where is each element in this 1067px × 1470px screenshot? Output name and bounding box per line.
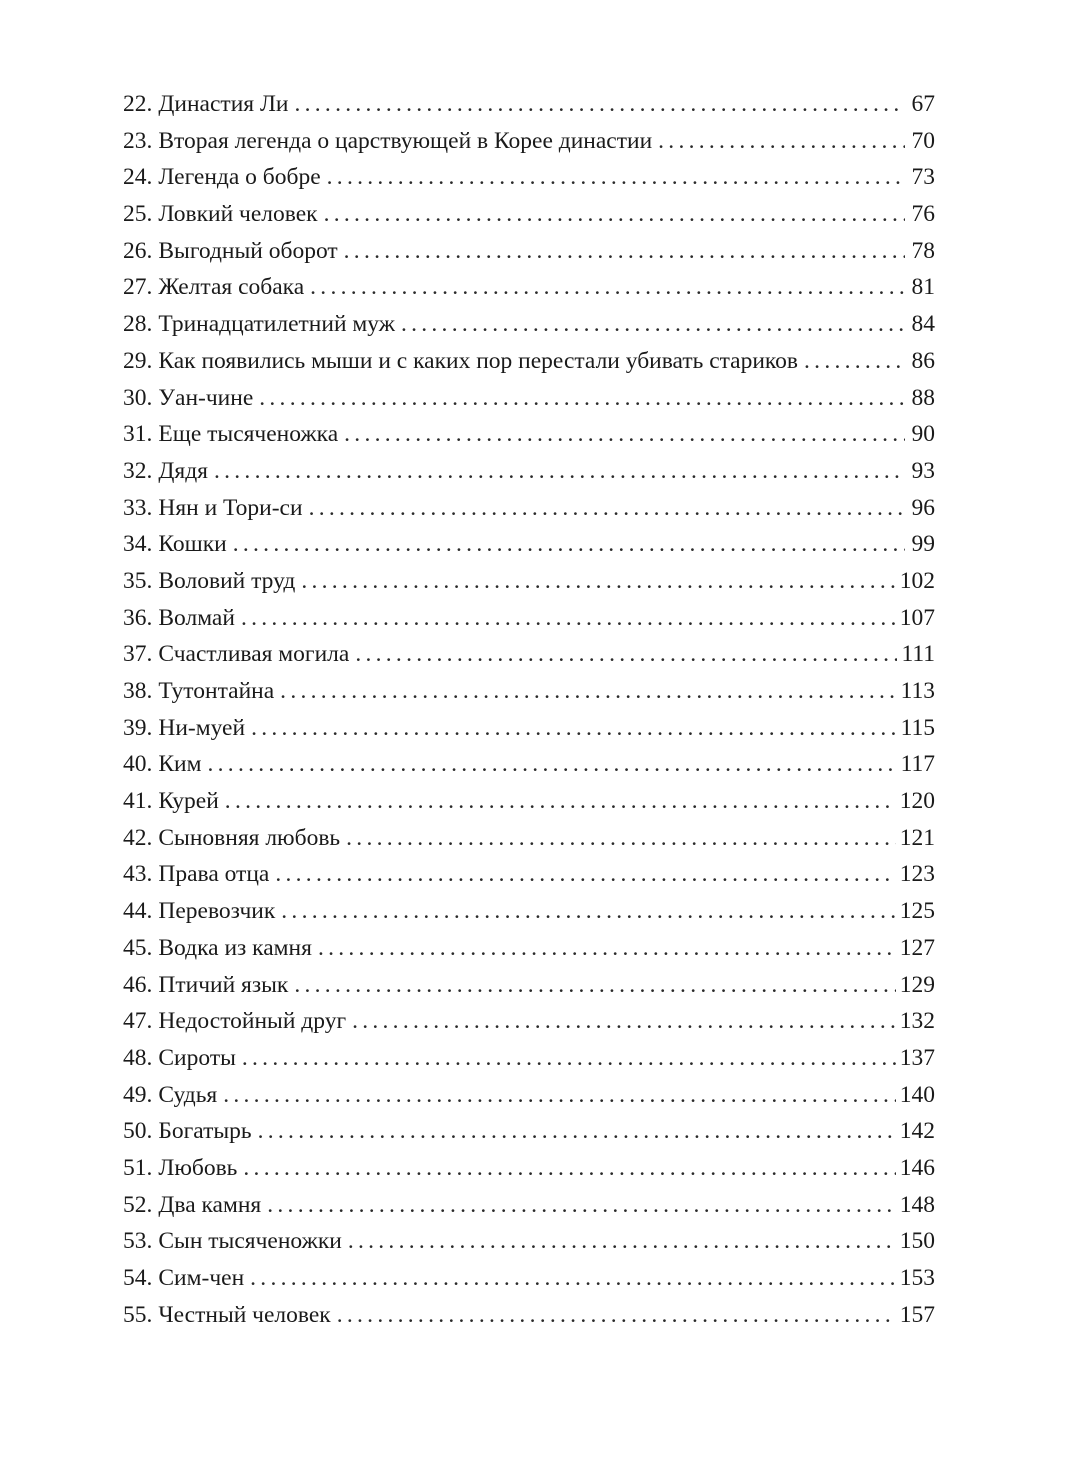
toc-entry[interactable] <box>123 526 935 563</box>
toc-entry-page-number: 146 <box>899 1154 935 1181</box>
toc-entry-number: 53. <box>123 1228 153 1255</box>
toc-entry-page-number: 129 <box>899 971 935 998</box>
toc-entry-page-number: 99 <box>911 531 935 558</box>
toc-dot-leader <box>348 1223 896 1260</box>
toc-entry-page-number: 140 <box>899 1081 935 1108</box>
toc-entry[interactable] <box>123 159 935 196</box>
toc-dot-leader <box>214 453 905 490</box>
toc-dot-leader <box>233 526 905 563</box>
toc-entry-number: 46. <box>123 971 153 998</box>
toc-entry[interactable] <box>123 380 935 417</box>
toc-entry-number: 49. <box>123 1081 153 1108</box>
toc-entry[interactable] <box>123 453 935 490</box>
toc-dot-leader <box>352 1003 896 1040</box>
toc-dot-leader <box>242 1040 896 1077</box>
toc-entry-title: Счастливая могила <box>158 641 350 668</box>
toc-dot-leader <box>344 233 905 270</box>
toc-entry-number: 38. <box>123 678 153 704</box>
toc-dot-leader <box>401 306 905 343</box>
toc-entry-page-number: 93 <box>911 457 935 484</box>
toc-entry[interactable] <box>123 893 935 930</box>
toc-entry[interactable] <box>123 1040 935 1077</box>
toc-entry-title: Богатырь <box>158 1118 252 1145</box>
toc-entry-page-number: 73 <box>911 164 935 191</box>
toc-entry[interactable] <box>123 600 935 637</box>
toc-entry-number: 35. <box>123 567 153 594</box>
toc-entry-number: 24. <box>123 164 153 191</box>
toc-entry-title: Недостойный друг <box>158 1008 347 1035</box>
toc-entry[interactable] <box>123 1260 935 1297</box>
toc-entry-page-number: 157 <box>899 1301 935 1328</box>
toc-entry-number: 32. <box>123 457 153 484</box>
toc-entry-title: Уан-чине <box>158 384 254 411</box>
toc-entry-page-number: 113 <box>900 678 935 704</box>
toc-entry-page-number: 137 <box>899 1044 935 1071</box>
toc-entry-page-number: 76 <box>911 201 935 228</box>
toc-entry[interactable] <box>123 490 935 527</box>
toc-entry-number: 50. <box>123 1118 153 1145</box>
toc-entry-number: 28. <box>123 311 153 338</box>
toc-entry[interactable] <box>123 563 935 600</box>
toc-entry[interactable] <box>123 856 935 893</box>
toc-dot-leader <box>294 86 905 123</box>
toc-dot-leader <box>327 159 905 196</box>
toc-dot-leader <box>280 673 896 710</box>
toc-entry-title: Нян и Тори-си <box>158 494 303 521</box>
toc-entry-number: 52. <box>123 1191 153 1218</box>
toc-entry-title: Династия Ли <box>158 91 289 117</box>
toc-entry-page-number: 84 <box>911 311 935 338</box>
toc-entry[interactable] <box>123 967 935 1004</box>
toc-entry-number: 55. <box>123 1301 153 1328</box>
toc-dot-leader <box>251 710 897 747</box>
toc-entry-title: Воловий труд <box>158 567 296 594</box>
toc-entry-number: 51. <box>123 1154 153 1181</box>
toc-entry[interactable] <box>123 269 935 306</box>
toc-dot-leader <box>294 967 895 1004</box>
toc-entry-page-number: 86 <box>911 347 935 374</box>
toc-dot-leader <box>301 563 895 600</box>
toc-entry-page-number: 90 <box>911 421 935 448</box>
toc-entry-title: Ни-муей <box>158 714 246 741</box>
toc-entry[interactable] <box>123 1150 935 1187</box>
toc-entry[interactable] <box>123 1077 935 1114</box>
toc-entry-title: Как появились мыши и с каких пор перестали убивать стариков <box>158 347 799 374</box>
toc-dot-leader <box>223 1077 896 1114</box>
toc-entry[interactable] <box>123 820 935 857</box>
toc-entry-page-number: 81 <box>911 274 935 301</box>
toc-entry[interactable] <box>123 233 935 270</box>
toc-entry-title: Ким <box>158 751 202 778</box>
toc-entry[interactable] <box>123 1113 935 1150</box>
toc-entry[interactable] <box>123 86 935 123</box>
toc-entry-number: 27. <box>123 274 153 301</box>
toc-entry-number: 54. <box>123 1265 153 1291</box>
toc-entry-number: 29. <box>123 347 153 374</box>
toc-dot-leader <box>309 490 905 527</box>
toc-entry-title: Честный человек <box>158 1301 331 1328</box>
toc-entry[interactable] <box>123 710 935 747</box>
toc-dot-leader <box>318 930 896 967</box>
toc-entry-title: Желтая собака <box>158 274 305 301</box>
toc-entry[interactable] <box>123 930 935 967</box>
toc-entry-title: Вторая легенда о царствующей в Корее династии <box>158 127 653 154</box>
toc-entry-title: Сыновняя любовь <box>158 824 341 851</box>
toc-entry-number: 45. <box>123 934 153 961</box>
toc-dot-leader <box>344 416 905 453</box>
toc-entry-title: Сим-чен <box>158 1265 245 1291</box>
toc-entry-page-number: 120 <box>899 788 935 815</box>
toc-entry-title: Курей <box>158 788 219 815</box>
toc-dot-leader <box>658 123 905 160</box>
toc-dot-leader <box>225 783 896 820</box>
toc-dot-leader <box>324 196 905 233</box>
toc-entry-page-number: 123 <box>899 861 935 888</box>
toc-entry-number: 40. <box>123 751 153 778</box>
toc-entry-number: 44. <box>123 898 153 925</box>
toc-entry-title: Птичий язык <box>158 971 289 998</box>
toc-entry-page-number: 127 <box>899 934 935 961</box>
toc-entry-page-number: 148 <box>899 1191 935 1218</box>
table-of-contents <box>123 86 935 1333</box>
toc-entry-page-number: 142 <box>899 1118 935 1145</box>
toc-dot-leader <box>804 343 905 380</box>
toc-entry-page-number: 132 <box>899 1008 935 1035</box>
toc-dot-leader <box>337 1297 896 1334</box>
toc-entry-page-number: 78 <box>911 237 935 264</box>
toc-entry[interactable] <box>123 636 935 673</box>
toc-entry-number: 43. <box>123 861 153 888</box>
toc-entry-title: Перевозчик <box>158 898 276 925</box>
toc-entry-page-number: 117 <box>900 751 935 778</box>
toc-entry-title: Сын тысяченожки <box>158 1228 342 1255</box>
toc-entry-number: 42. <box>123 824 153 851</box>
toc-entry-number: 47. <box>123 1008 153 1035</box>
toc-entry[interactable] <box>123 746 935 783</box>
toc-entry-number: 31. <box>123 421 153 448</box>
toc-entry-title: Легенда о бобре <box>158 164 321 191</box>
toc-entry-page-number: 96 <box>911 494 935 521</box>
toc-entry-page-number: 102 <box>899 567 935 594</box>
toc-entry-title: Сироты <box>158 1044 236 1071</box>
toc-entry[interactable] <box>123 343 935 380</box>
toc-entry-number: 36. <box>123 604 153 631</box>
toc-entry-number: 26. <box>123 237 153 264</box>
toc-entry[interactable] <box>123 1187 935 1224</box>
toc-entry-title: Дядя <box>158 457 208 484</box>
toc-dot-leader <box>275 856 895 893</box>
toc-dot-leader <box>310 269 905 306</box>
toc-entry-page-number: 150 <box>899 1228 935 1255</box>
toc-dot-leader <box>267 1187 896 1224</box>
toc-entry-page-number: 107 <box>899 604 935 631</box>
toc-entry[interactable] <box>123 1223 935 1260</box>
toc-dot-leader <box>241 600 896 637</box>
toc-dot-leader <box>208 746 897 783</box>
toc-entry-title: Кошки <box>158 531 227 558</box>
toc-entry-title: Еще тысяченожка <box>158 421 339 448</box>
toc-entry-title: Тринадцатилетний муж <box>158 311 395 338</box>
toc-entry[interactable] <box>123 123 935 160</box>
toc-entry-title: Выгодный оборот <box>158 237 338 264</box>
toc-entry-number: 48. <box>123 1044 153 1071</box>
toc-entry-page-number: 70 <box>911 127 935 154</box>
toc-entry[interactable] <box>123 783 935 820</box>
toc-entry-page-number: 88 <box>911 384 935 411</box>
toc-entry-page-number: 125 <box>899 898 935 925</box>
toc-entry[interactable] <box>123 416 935 453</box>
toc-entry-number: 39. <box>123 714 153 741</box>
toc-entry-number: 37. <box>123 641 153 668</box>
toc-dot-leader <box>259 380 905 417</box>
toc-entry-title: Любовь <box>158 1154 238 1181</box>
toc-entry-title: Два камня <box>158 1191 262 1218</box>
toc-dot-leader <box>258 1113 896 1150</box>
toc-dot-leader <box>281 893 895 930</box>
toc-entry[interactable] <box>123 1297 935 1334</box>
toc-entry-number: 30. <box>123 384 153 411</box>
toc-entry-title: Ловкий человек <box>158 201 318 228</box>
toc-entry-number: 25. <box>123 201 153 228</box>
toc-entry-number: 22. <box>123 91 153 117</box>
toc-entry-page-number: 121 <box>899 824 935 851</box>
toc-dot-leader <box>250 1260 896 1297</box>
toc-entry[interactable] <box>123 306 935 343</box>
toc-entry-title: Права отца <box>158 861 270 888</box>
toc-entry-title: Водка из камня <box>158 934 312 961</box>
toc-dot-leader <box>346 820 896 857</box>
toc-entry-title: Волмай <box>158 604 235 631</box>
toc-entry-number: 34. <box>123 531 153 558</box>
toc-dot-leader <box>243 1150 895 1187</box>
toc-entry-number: 41. <box>123 788 153 815</box>
toc-entry-page-number: 111 <box>901 641 935 668</box>
toc-entry[interactable] <box>123 673 935 710</box>
toc-entry[interactable] <box>123 196 935 233</box>
toc-entry-title: Тутонтайна <box>158 678 275 704</box>
toc-entry-number: 33. <box>123 494 153 521</box>
toc-entry-page-number: 115 <box>900 714 935 741</box>
toc-entry[interactable] <box>123 1003 935 1040</box>
toc-dot-leader <box>355 636 897 673</box>
toc-entry-number: 23. <box>123 127 153 154</box>
toc-entry-page-number: 67 <box>911 91 935 117</box>
toc-entry-title: Судья <box>158 1081 218 1108</box>
toc-entry-page-number: 153 <box>899 1265 935 1291</box>
